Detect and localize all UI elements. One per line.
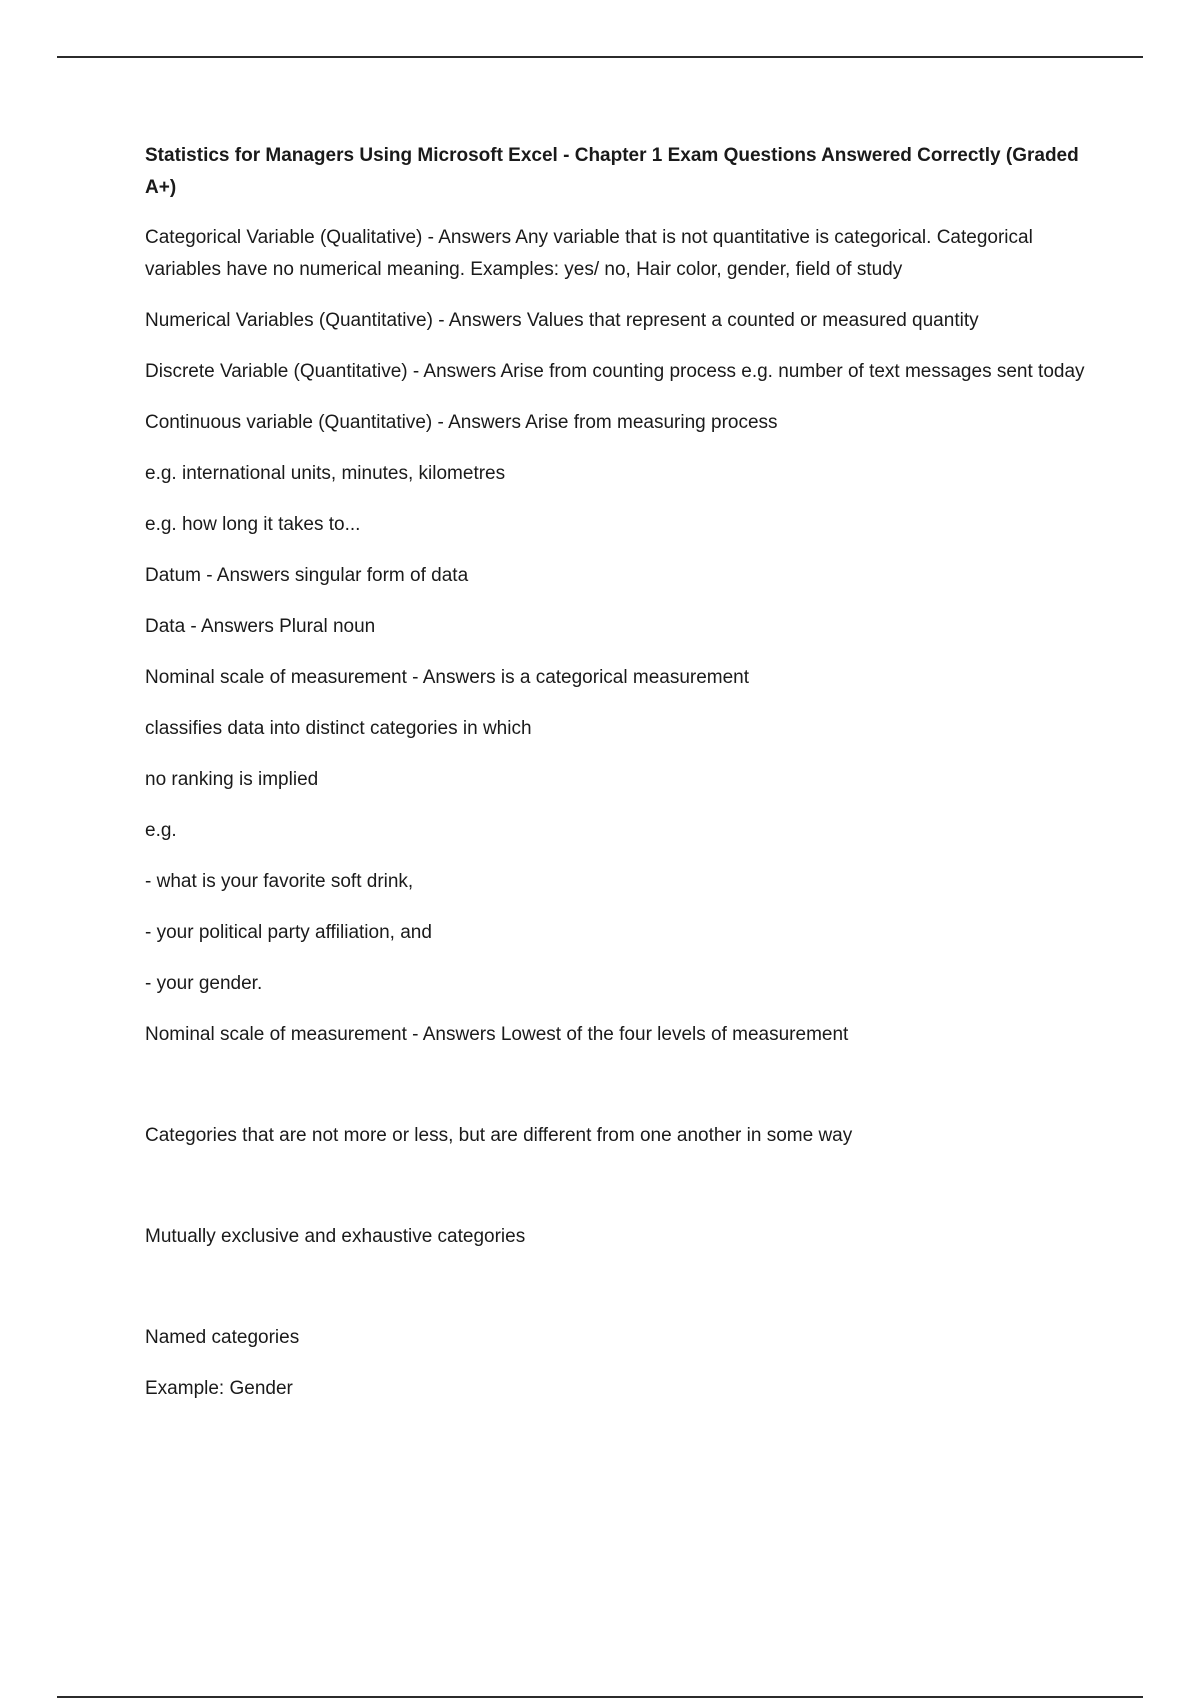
paragraph-example-units: e.g. international units, minutes, kilometres [145, 463, 506, 484]
document-title: Statistics for Managers Using Microsoft Excel - Chapter 1 Exam Questions Answered Correctly (Graded A+) [145, 145, 1079, 198]
footer-rule [57, 1696, 1143, 1698]
list-item-gender: - your gender. [145, 973, 263, 994]
paragraph-numerical-variables: Numerical Variables (Quantitative) - Answers Values that represent a counted or measured quantity [145, 310, 979, 331]
paragraph-datum: Datum - Answers singular form of data [145, 565, 469, 586]
paragraph-classifies: classifies data into distinct categories in which [145, 718, 532, 739]
paragraph-continuous-variable: Continuous variable (Quantitative) - Answers Arise from measuring process [145, 412, 778, 433]
header-rule [57, 56, 1143, 58]
paragraph-mutually-exclusive: Mutually exclusive and exhaustive categories [145, 1226, 526, 1247]
paragraph-data: Data - Answers Plural noun [145, 616, 376, 637]
paragraph-nominal-scale: Nominal scale of measurement - Answers is a categorical measurement [145, 667, 750, 688]
paragraph-discrete-variable: Discrete Variable (Quantitative) - Answers Arise from counting process e.g. number of text messages sent today [145, 361, 1085, 382]
paragraph-example-time: e.g. how long it takes to... [145, 514, 361, 535]
list-item-soft-drink: - what is your favorite soft drink, [145, 871, 414, 892]
paragraph-example-gender: Example: Gender [145, 1378, 293, 1399]
paragraph-categories-different: Categories that are not more or less, but are different from one another in some way [145, 1125, 853, 1146]
paragraph-nominal-lowest: Nominal scale of measurement - Answers Lowest of the four levels of measurement [145, 1024, 849, 1045]
list-item-political-party: - your political party affiliation, and [145, 922, 432, 943]
paragraph-no-ranking: no ranking is implied [145, 769, 319, 790]
document-body [145, 140, 1095, 1424]
paragraph-categorical-variable: Categorical Variable (Qualitative) - Answers Any variable that is not quantitative is categorical. Categorical variables have no numerical meaning. Examples: yes/ no, Hair color, gender, field of study [145, 227, 1033, 280]
paragraph-named-categories: Named categories [145, 1327, 300, 1348]
paragraph-eg: e.g. [145, 820, 177, 841]
